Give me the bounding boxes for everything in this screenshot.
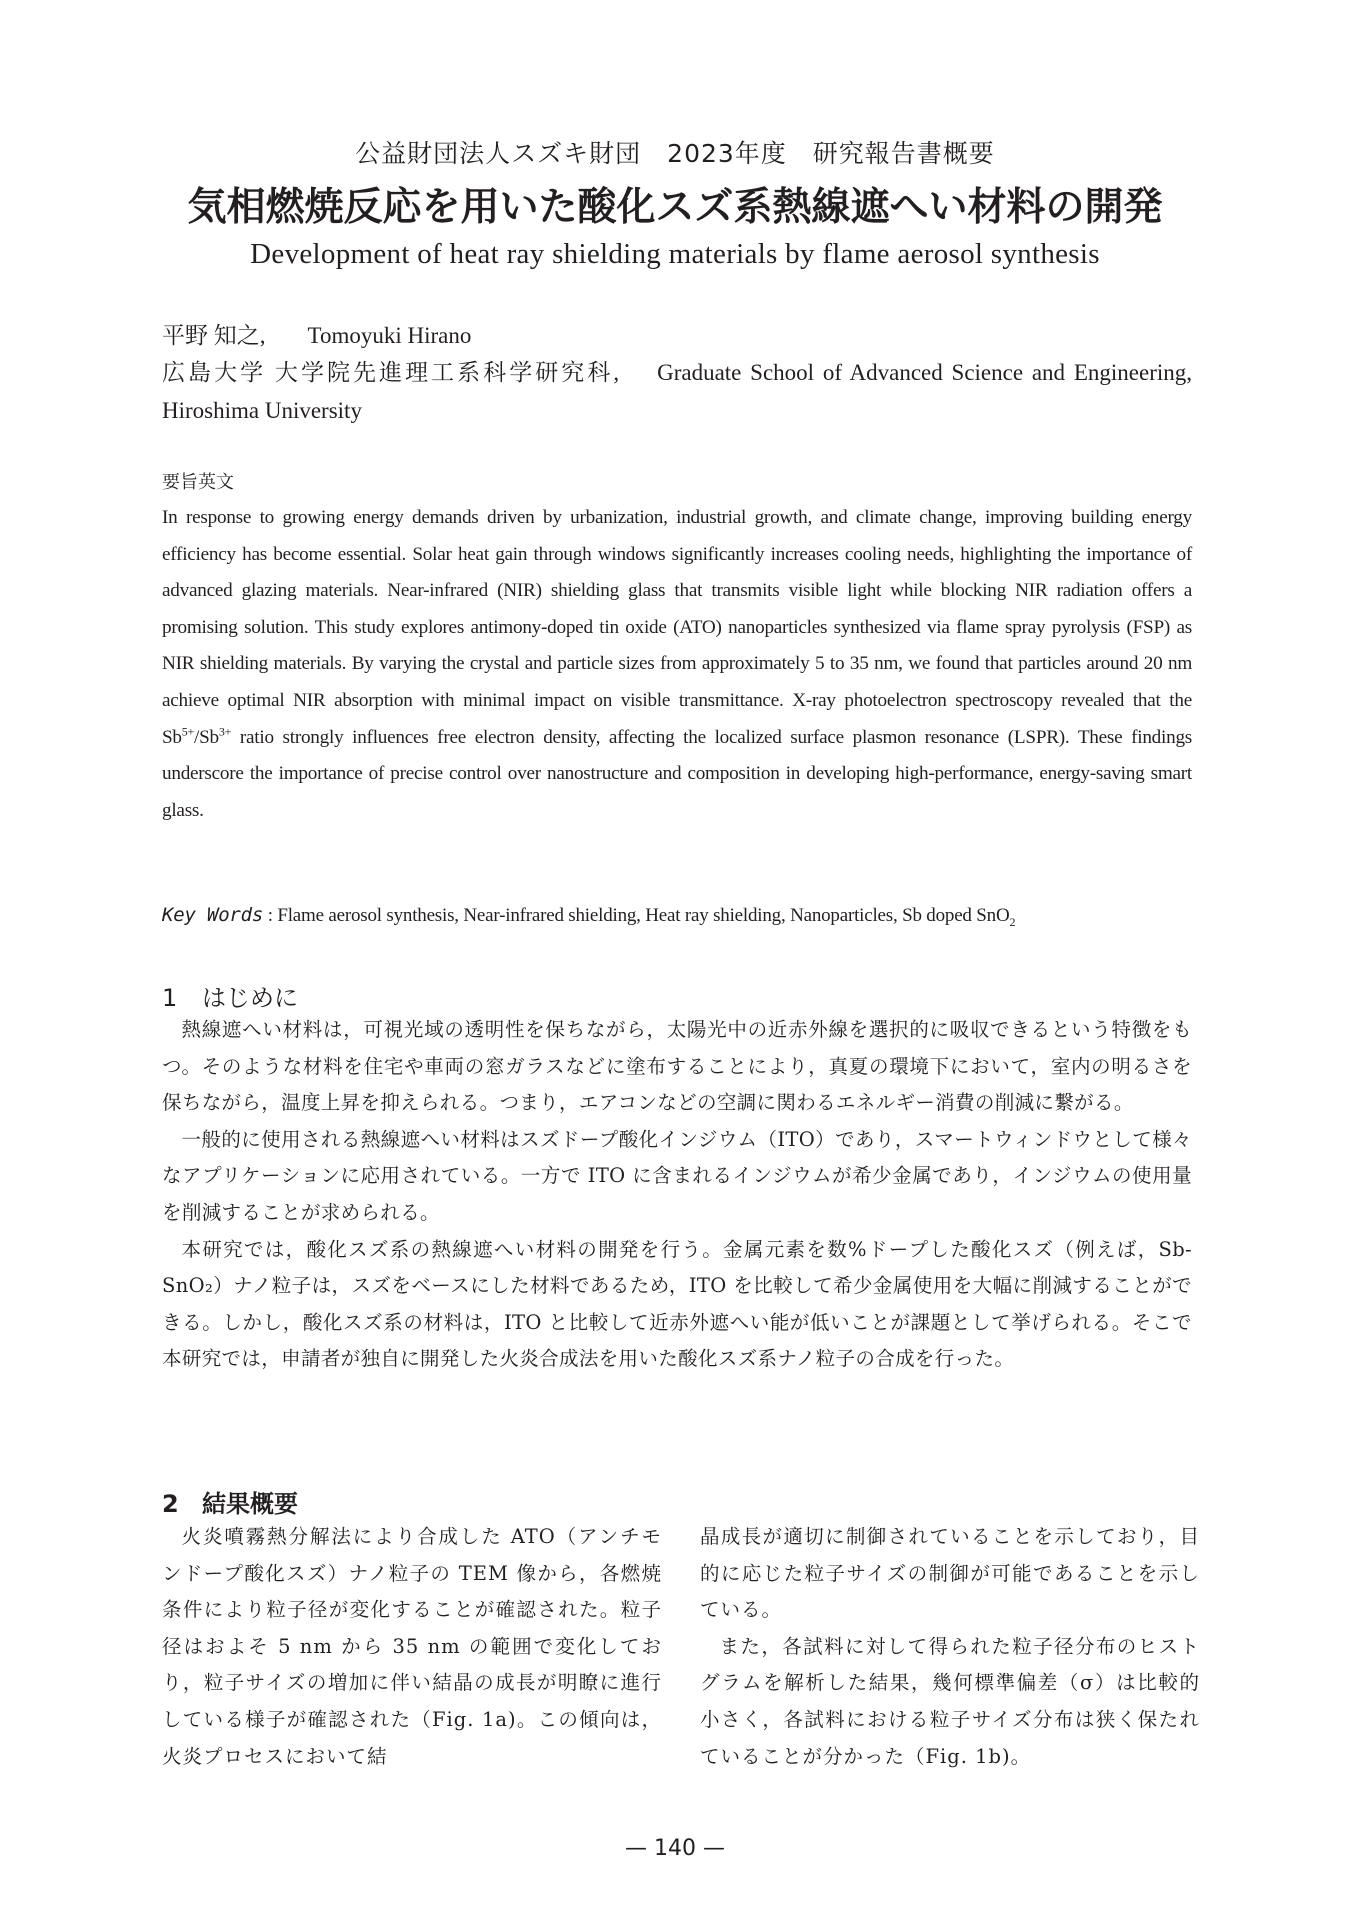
abstract-text xyxy=(162,500,1192,829)
section-number: 2 xyxy=(162,1490,179,1518)
section-2-left-column xyxy=(162,1519,662,1775)
page-title-english: Development of heat ray shielding materials by flame aerosol synthesis xyxy=(250,238,1100,270)
author-line xyxy=(162,318,1192,354)
keywords-label: Key Words xyxy=(162,904,264,926)
affiliation xyxy=(162,354,1192,430)
paragraph: 一般的に使用される熱線遮へい材料はスズドープ酸化インジウム（ITO）であり，スマートウィンドウとして様々なアプリケーションに応用されている。一方で ITO に含まれるインジウムが希少金属であり，インジウムの使用量を削減することが求められる。 xyxy=(162,1127,1192,1224)
paragraph: また，各試料に対して得られた粒子径分布のヒストグラムを解析した結果，幾何標準偏差（σ）は比較的小さく，各試料における粒子サイズ分布は狭く保たれていることが分かった（Fig. 1b)。 xyxy=(700,1634,1200,1768)
superscript-sb5: 5+ xyxy=(181,724,195,739)
superscript-sb3: 3+ xyxy=(218,724,232,739)
keywords-line xyxy=(162,904,1192,927)
keywords-subscript: 2 xyxy=(1009,914,1016,929)
abstract-mid: /Sb xyxy=(194,726,219,748)
page-number: — 140 — xyxy=(625,1836,725,1861)
paragraph: 火炎噴霧熱分解法により合成した ATO（アンチモンドープ酸化スズ）ナノ粒子の TEM 像から，各燃焼条件により粒子径が変化することが確認された。粒子径はおよそ 5 nm から 35 nm の範囲で変化しており，粒子サイズの増加に伴い結晶の成長が明瞭に進行している様子が確認された（Fig. 1a)。この傾向は，火炎プロセスにおいて結 xyxy=(162,1525,662,1768)
section-title: はじめに xyxy=(202,984,298,1012)
affiliation-en: Graduate School of Advanced Science and Engineering, Hiroshima University xyxy=(162,360,1192,423)
abstract-part-1: In response to growing energy demands driven by urbanization, industrial growth, and climate change, improving building energy efficiency has become essential. Solar heat gain through windows significantly increases cooling needs, highlighting the importance of advanced glazing materials. Near-infrared (NIR) shielding glass that transmits visible light while blocking NIR radiation offers a promising solution. This study explores antimony-doped tin oxide (ATO) nanoparticles synthesized via flame spray pyrolysis (FSP) as NIR shielding materials. By varying the crystal and particle sizes from approximately 5 to 35 nm, we found that particles around 20 nm achieve optimal NIR absorption with minimal impact on visible transmittance. X-ray photoelectron spectroscopy revealed that the Sb xyxy=(162,507,1192,748)
page-title-japanese: 気相燃焼反応を用いた酸化スズ系熱線遮へい材料の開発 xyxy=(187,185,1163,230)
organization-line: 公益財団法人スズキ財団 2023年度 研究報告書概要 xyxy=(355,139,995,168)
keywords-text: Flame aerosol synthesis, Near-infrared shielding, Heat ray shielding, Nanoparticles, Sb doped SnO xyxy=(277,905,1010,926)
paragraph-continuation: 晶成長が適切に制御されていることを示しており，目的に応じた粒子サイズの制御が可能であることを示している。 xyxy=(700,1525,1200,1622)
keywords-separator: : xyxy=(263,905,278,926)
section-heading-1 xyxy=(162,978,298,1013)
abstract-part-2: ratio strongly influences free electron density, affecting the localized surface plasmon resonance (LSPR). These findings underscore the importance of precise control over nanostructure and composition in developing high-performance, energy-saving smart glass. xyxy=(162,726,1192,821)
abstract-label: 要旨英文 xyxy=(162,472,234,493)
section-1-body xyxy=(162,1012,1192,1378)
section-heading-2 xyxy=(162,1484,298,1519)
author-name-en: Tomoyuki Hirano xyxy=(307,323,472,348)
section-2-right-column xyxy=(700,1519,1200,1775)
author-name-jp: 平野 知之, xyxy=(162,323,266,348)
section-title: 結果概要 xyxy=(202,1490,298,1518)
affiliation-jp: 広島大学 大学院先進理工系科学研究科, xyxy=(162,360,620,385)
paragraph: 熱線遮へい材料は，可視光域の透明性を保ちながら，太陽光中の近赤外線を選択的に吸収できるという特徴をもつ。そのような材料を住宅や車両の窓ガラスなどに塗布することにより，真夏の環境下において，室内の明るさを保ちながら，温度上昇を抑えられる。つまり，エアコンなどの空調に関わるエネルギー消費の削減に繋がる。 xyxy=(162,1018,1192,1115)
section-number: 1 xyxy=(162,984,178,1012)
paragraph: 本研究では，酸化スズ系の熱線遮へい材料の開発を行う。金属元素を数%ドープした酸化スズ（例えば，Sb-SnO₂）ナノ粒子は，スズをベースにした材料であるため，ITO を比較して希少金属使用を大幅に削減することができる。しかし，酸化スズ系の材料は，ITO と比較して近赤外遮へい能が低いことが課題として挙げられる。そこで本研究では，申請者が独自に開発した火炎合成法を用いた酸化スズ系ナノ粒子の合成を行った。 xyxy=(162,1237,1192,1371)
